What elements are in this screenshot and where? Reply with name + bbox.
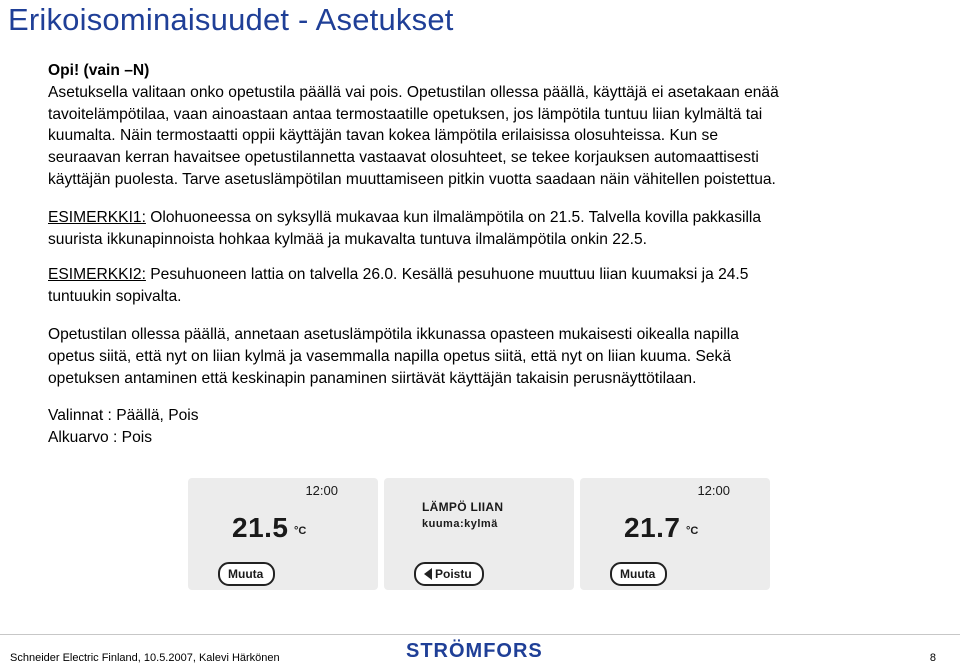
example-2-line2: tuntuukin sopivalta. <box>48 288 182 306</box>
options-text: Valinnat : Päällä, Pois <box>48 407 199 425</box>
message-line-2: kuuma:kylmä <box>422 518 498 530</box>
example-1-line2: suurista ikkunapinnoista hohkaa kylmää ja mukavalta tuntuva ilmalämpötila onkin 22.5. <box>48 230 647 248</box>
intro-line: Asetuksella valitaan onko opetustila päällä vai pois. Opetustilan ollessa päällä, käyttäjä ei asetakaan enää <box>48 83 779 101</box>
section-heading: Opi! (vain –N) <box>48 62 150 79</box>
change-button[interactable] <box>610 562 667 586</box>
page-number: 8 <box>929 652 936 664</box>
main-content <box>48 60 928 449</box>
stromfors-logo: STRÖMFORS <box>406 640 543 662</box>
button-label: Muuta <box>620 567 656 581</box>
thermostat-screen-1 <box>188 478 378 590</box>
arrow-left-icon <box>424 568 432 580</box>
button-label: Poistu <box>435 567 472 581</box>
usage-line: opetuksen antaminen että keskinapin panaminen siirtävät käyttäjän takaisin perusnäyttötilaan. <box>48 369 697 387</box>
example-2-label: ESIMERKKI2: <box>48 266 146 284</box>
usage-line: Opetustilan ollessa päällä, annetaan asetuslämpötila ikkunassa opasteen mukaisesti oikealla napilla <box>48 325 739 343</box>
example-2 <box>48 264 928 286</box>
example-1 <box>48 207 928 229</box>
temperature-display: 21.5 <box>232 512 289 543</box>
footer-divider <box>0 634 960 635</box>
clock-display: 12:00 <box>697 483 730 498</box>
example-2-text: Pesuhuoneen lattia on talvella 26.0. Kesällä pesuhuone muuttuu liian kuumaksi ja 24.5 <box>145 266 749 284</box>
intro-line: seuraavan kerran havaitsee opetustilannetta vastaavat olosuhteet, se tekee korjauksen automaattisesti <box>48 149 759 167</box>
intro-line: kuumalta. Näin termostaatti oppii käyttäjän tavan kokea lämpötila erilaisissa olosuhteissa. Kun se <box>48 127 719 145</box>
temperature-unit: °C <box>294 525 307 537</box>
thermostat-screens <box>0 478 960 598</box>
default-text: Alkuarvo : Pois <box>48 429 153 447</box>
thermostat-screen-2 <box>384 478 574 590</box>
page-title: Erikoisominaisuudet - Asetukset <box>8 2 454 37</box>
clock-display: 12:00 <box>305 483 338 498</box>
message-line-1: LÄMPÖ LIIAN <box>422 500 504 514</box>
button-label: Muuta <box>228 567 264 581</box>
intro-line: käyttäjän puolesta. Tarve asetuslämpötilan muuttamiseen pitkin vuotta saadaan näin vähitellen poistettua. <box>48 170 776 188</box>
temperature-unit: °C <box>686 525 699 537</box>
thermostat-screen-3 <box>580 478 770 590</box>
footer-credit: Schneider Electric Finland, 10.5.2007, Kalevi Härkönen <box>10 652 280 664</box>
temperature-display: 21.7 <box>624 512 681 543</box>
change-button[interactable] <box>218 562 275 586</box>
example-1-label: ESIMERKKI1: <box>48 208 146 226</box>
example-1-text: Olohuoneessa on syksyllä mukavaa kun ilmalämpötila on 21.5. Talvella kovilla pakkasilla <box>145 208 762 226</box>
usage-line: opetus siitä, että nyt on liian kylmä ja vasemmalla napilla opetus siitä, että nyt on liian kuuma. Sekä <box>48 347 732 365</box>
intro-line: tavoitelämpötilaa, vaan ainoastaan antaa termostaatille opetuksen, jos lämpötila tuntuu liian kylmältä tai <box>48 105 763 123</box>
exit-button[interactable] <box>414 562 484 586</box>
